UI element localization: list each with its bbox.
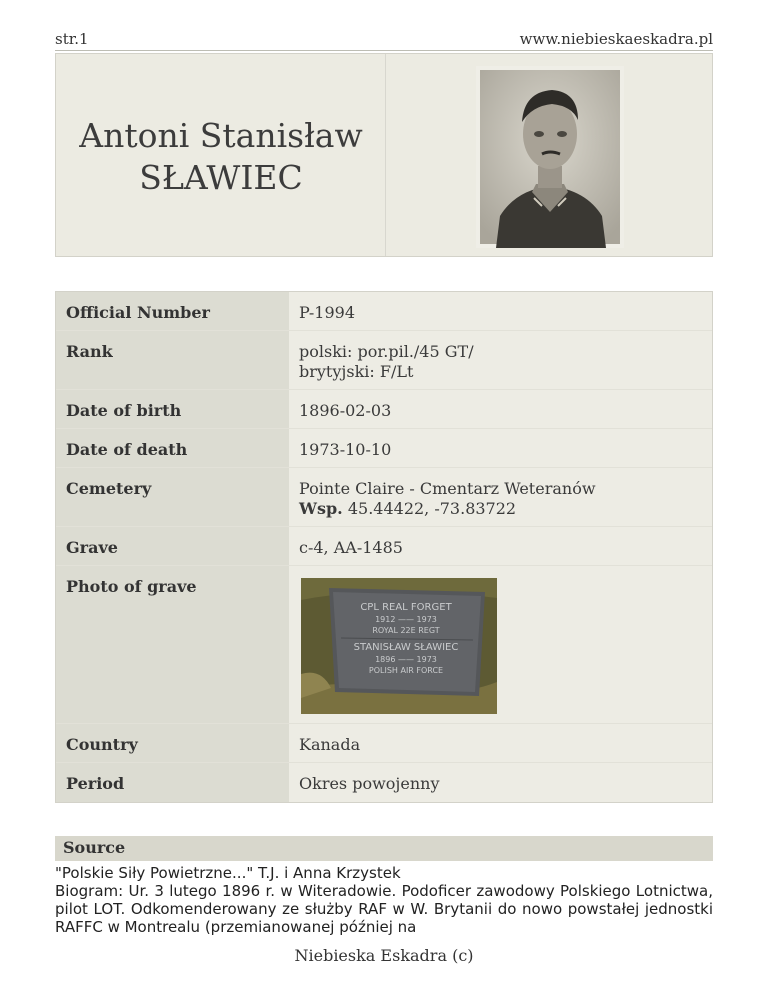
- header-divider: [55, 50, 713, 51]
- label-photo-of-grave: Photo of grave: [66, 577, 197, 596]
- row-period: [56, 763, 712, 802]
- value-date-of-death: 1973-10-10: [299, 440, 392, 459]
- source-citation: "Polskie Siły Powietrzne..." T.J. i Anna Krzystek: [55, 864, 401, 882]
- marker-line-2: 1912 —— 1973: [375, 615, 437, 624]
- source-heading-bar: [55, 836, 713, 861]
- value-period: Okres powojenny: [299, 774, 440, 793]
- label-grave: Grave: [66, 538, 118, 557]
- value-cemetery: [299, 479, 596, 519]
- label-rank: Rank: [66, 342, 113, 361]
- rank-polish: polski: por.pil./45 GT/: [299, 342, 474, 361]
- grave-photo[interactable]: [301, 578, 497, 714]
- marker-line-3: ROYAL 22E REGT: [372, 626, 440, 635]
- page-header: [55, 30, 713, 50]
- person-header: [55, 53, 713, 257]
- row-official-number: [56, 292, 712, 331]
- row-date-of-birth: [56, 390, 712, 429]
- label-country: Country: [66, 735, 138, 754]
- value-country: Kanada: [299, 735, 361, 754]
- value-grave: c-4, AA-1485: [299, 538, 403, 557]
- source-biography: Biogram: Ur. 3 lutego 1896 r. w Witeradowie. Podoficer zawodowy Polskiego Lotnictwa, pilot LOT. Odkomenderowany ze służby RAF w W. Brytanii do nowo powstałej jednostki RAFFC w Montrealu (przemianowanej później na: [55, 882, 713, 936]
- label-date-of-birth: Date of birth: [66, 401, 182, 420]
- person-first-names: Antoni Stanisław: [79, 116, 363, 155]
- row-grave: [56, 527, 712, 566]
- cemetery-name: Pointe Claire - Cmentarz Weteranów: [299, 479, 596, 498]
- page-footer: Niebieska Eskadra (c): [294, 946, 474, 965]
- value-rank: [299, 342, 474, 382]
- value-date-of-birth: 1896-02-03: [299, 401, 392, 420]
- page-number: str.1: [55, 30, 89, 48]
- cemetery-coords[interactable]: 45.44422, -73.83722: [347, 499, 517, 518]
- name-box: [56, 54, 386, 256]
- person-surname: SŁAWIEC: [139, 158, 303, 197]
- label-official-number: Official Number: [66, 303, 210, 322]
- label-period: Period: [66, 774, 125, 793]
- row-country: [56, 724, 712, 763]
- portrait-photo: [476, 66, 624, 248]
- source-heading: Source: [63, 838, 126, 857]
- label-date-of-death: Date of death: [66, 440, 188, 459]
- label-cemetery: Cemetery: [66, 479, 152, 498]
- row-cemetery: [56, 468, 712, 527]
- row-date-of-death: [56, 429, 712, 468]
- coords-label: Wsp.: [299, 499, 343, 518]
- marker-line-4: STANISŁAW SŁAWIEC: [353, 642, 459, 653]
- website-link[interactable]: www.niebieskaeskadra.pl: [519, 30, 713, 48]
- marker-line-6: POLISH AIR FORCE: [368, 666, 444, 675]
- row-rank: [56, 331, 712, 390]
- rank-british: brytyjski: F/Lt: [299, 362, 414, 381]
- details-table: [55, 291, 713, 803]
- source-text: [55, 864, 713, 936]
- value-official-number: P-1994: [299, 303, 356, 322]
- marker-line-1: CPL REAL FORGET: [360, 602, 452, 613]
- marker-line-5: 1896 —— 1973: [375, 655, 437, 664]
